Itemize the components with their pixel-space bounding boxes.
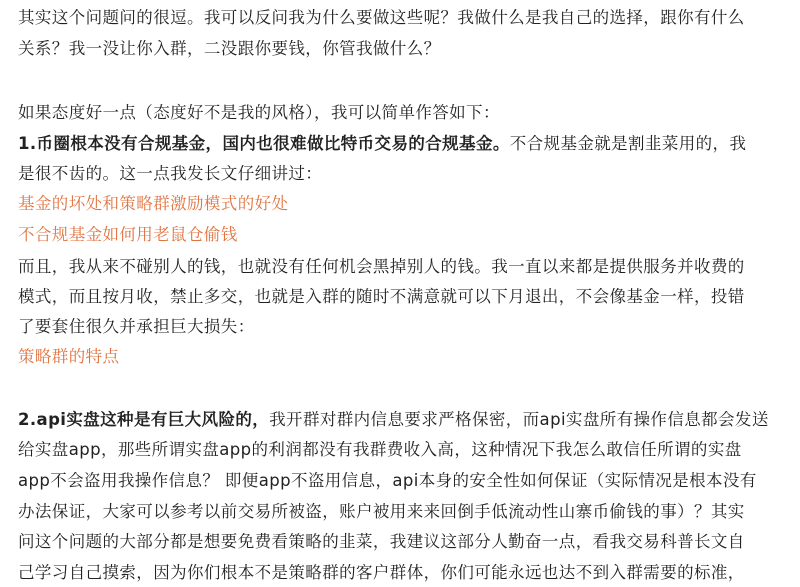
point-1-text: 不合规基金就是割韭菜用的，我 (509, 134, 747, 153)
link-line (18, 188, 784, 220)
point-2-text: 我开群对群内信息要求严格保密，而api实盘所有操作信息都会发送 (269, 410, 769, 429)
text-line: 其实这个问题问的很逗。我可以反问我为什么要做这些呢？我做什么是我自己的选择，跟你有什么 (18, 8, 745, 27)
point-1-line (18, 128, 784, 160)
point-2-line (18, 404, 784, 436)
point-2-heading: 2.api实盘这种是有巨大风险的， (18, 410, 270, 429)
text-line: 关系？我一没让你入群，二没跟你要钱，你管我做什么？ (18, 39, 441, 58)
text-line: 而且，我从来不碰别人的钱，也就没有任何机会黑掉别人的钱。我一直以来都是提供服务并收费的 (18, 257, 745, 276)
point-1-heading: 1.币圈根本没有合规基金，国内也很难做比特币交易的合规基金。 (18, 134, 510, 153)
text-line: 己学习自己摸索，因为你们根本不是策略群的客户群体，你们可能永远也达不到入群需要的标准， (18, 563, 745, 582)
text-line: 给实盘app，那些所谓实盘app的利润都没有我群费收入高，这种情况下我怎么敢信任所谓的实盘 (18, 440, 742, 459)
text-line: app不会盗用我操作信息？ 即便app不盗用信息，api本身的安全性如何保证（实际情况是根本没有 (18, 471, 757, 490)
text-line: 了要套住很久并承担巨大损失： (18, 317, 255, 336)
article-link-strategy-group[interactable]: 策略群的特点 (18, 347, 120, 366)
article-link-fund-downsides[interactable]: 基金的坏处和策略群激励模式的好处 (18, 194, 289, 213)
text-line: 模式，而且按月收，禁止多交，也就是入群的随时不满意就可以下月退出，不会像基金一样，投错 (18, 287, 745, 306)
text-line: 办法保证，大家可以参考以前交易所被盗，账户被用来来回倒手低流动性山寨币偷钱的事）？其实 (18, 502, 745, 521)
text-line: 如果态度好一点（态度好不是我的风格），我可以简单作答如下： (18, 103, 500, 122)
text-line: 是很不齿的。这一点我发长文仔细讲过： (18, 164, 323, 183)
article-link-rat-trading[interactable]: 不合规基金如何用老鼠仓偷钱 (18, 225, 238, 244)
text-line: 问这个问题的大部分都是想要免费看策略的韭菜，我建议这部分人勤奋一点，看我交易科普长文自 (18, 532, 745, 551)
link-line (18, 219, 784, 251)
link-line (18, 341, 784, 373)
